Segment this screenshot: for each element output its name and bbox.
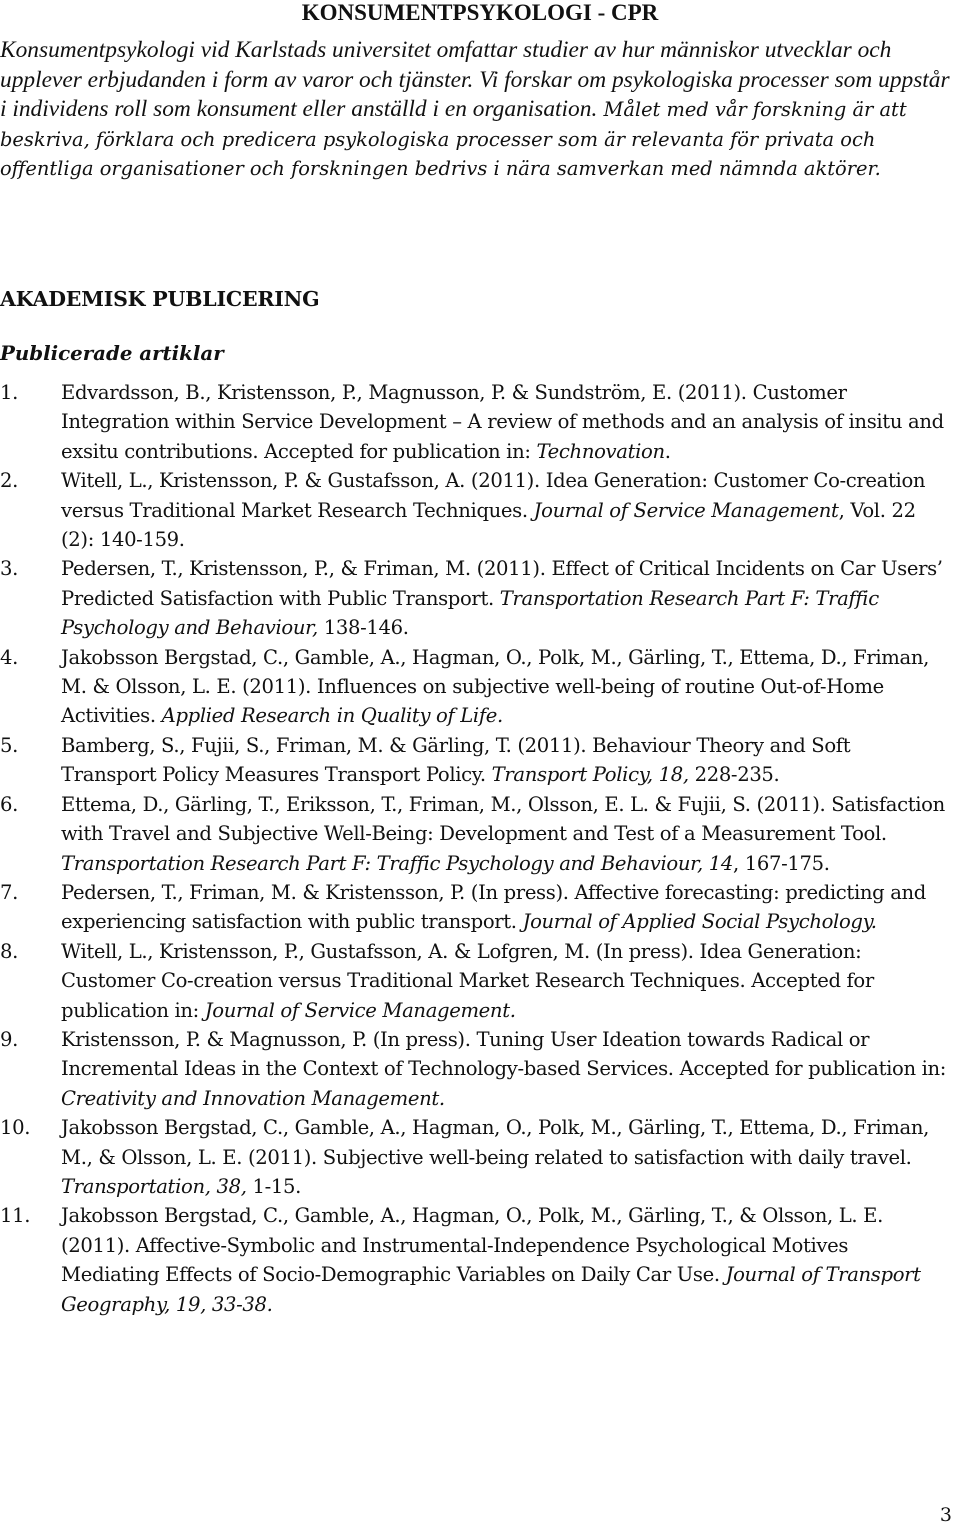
publication-item [0,1201,950,1319]
publication-item [0,466,950,554]
publication-source: Journal of Service Management. [204,998,516,1022]
publication-citation: Kristensson, P. & Magnusson, P. (In press). Tuning User Ideation towards Radical or Incremental Ideas in the Context of Technology-based Services. Accepted for publication in: [61,1027,947,1081]
publication-source: Journal of Transport Geography, 19, 33-38. [61,1263,921,1316]
publication-item [0,937,950,1025]
page-title: KONSUMENTPSYKOLOGI - CPR [301,0,659,25]
publication-citation: Pedersen, T., Kristensson, P., & Friman, M. (2011). Effect of Critical Incidents on Car Users’ Predicted Satisfaction with Public Transport. [61,557,943,610]
intro-paragraph [0,36,950,184]
page-number: 3 [939,1504,952,1526]
publication-source: Transportation Research Part F: Traffic Psychology and Behaviour, 14 [61,851,733,875]
publication-citation: Ettema, D., Gärling, T., Eriksson, T., Friman, M., Olsson, E. L. & Fujii, S. (2011). Satisfaction with Travel and Subjective Well-Being: Development and Test of a Measurement Tool. [61,792,945,846]
publication-item [0,1113,950,1201]
publication-item [0,554,950,642]
section-heading: AKADEMISK PUBLICERING [0,287,320,311]
publication-details: . [664,439,671,463]
publication-citation: Jakobsson Bergstad, C., Gamble, A., Hagman, O., Polk, M., Gärling, T., & Olsson, L. E. (2011). Affective-Symbolic and Instrumental-Independence Psychological Motives Mediating Effects of Socio-Demographic Variables on Daily Car Use. [61,1204,883,1287]
publication-item [0,643,950,731]
publication-details: , 167-175. [732,851,830,875]
publication-number: 1. [0,381,18,404]
publications-subheading: Publicerade artiklar [0,341,224,365]
publication-number: 4. [0,645,18,669]
publication-source: Creativity and Innovation Management. [61,1086,445,1110]
publication-source: Technovation [536,439,665,463]
publication-list [0,378,950,1319]
publication-source: Transportation, 38, [61,1174,247,1198]
publication-source: Transportation Research Part F: Traffic Psychology and Behaviour, [61,586,879,640]
publication-number: 2. [0,469,18,493]
publication-source: Journal of Applied Social Psychology. [522,910,877,934]
publication-citation: Witell, L., Kristensson, P., Gustafsson, A. & Lofgren, M. (In press). Idea Generation: Customer Co-creation versus Traditional Market Research Techniques. Accepted for publication in: [61,939,874,1022]
publication-item [0,1025,950,1113]
publication-number: 11. [0,1204,31,1228]
publication-number: 5. [0,733,18,757]
publication-item [0,790,950,878]
publication-item [0,878,950,937]
publication-details: 228-235. [688,763,780,787]
publication-number: 7. [0,880,18,904]
publication-item [0,378,950,466]
publication-item [0,731,950,790]
publication-source: Transport Policy, 18, [491,763,689,787]
publication-details: , Vol. 22 (2): 140-159. [61,498,916,552]
publication-source: Journal of Service Management [533,498,839,522]
publication-number: 3. [0,557,18,581]
publication-details: 138-146. [317,616,409,640]
publication-citation: Edvardsson, B., Kristensson, P., Magnusson, P. & Sundström, E. (2011). Customer Integration within Service Development – A review of methods and an analysis of insitu and exsitu contributions. Accepted for publication in: [61,381,944,463]
publication-citation: Witell, L., Kristensson, P. & Gustafsson, A. (2011). Idea Generation: Customer Co-creation versus Traditional Market Research Techniques. [61,469,926,522]
intro-text-part1: Konsumentpsykologi vid Karlstads universitet omfattar studier av hur människor utvecklar och upplever erbjudanden i form av varor och tjänster. Vi forskar om psykologiska processer som uppstår i individens roll som konsument eller anställd i en organisation. [0,37,950,123]
publication-citation: Jakobsson Bergstad, C., Gamble, A., Hagman, O., Polk, M., Gärling, T., Ettema, D., Friman, M. & Olsson, L. E. (2011). Influences on subjective well-being of routine Out-of-Home Activities. [61,645,930,728]
publication-details: 1-15. [246,1174,301,1198]
publication-number: 10. [0,1116,31,1140]
publication-number: 6. [0,792,18,816]
publication-citation: Jakobsson Bergstad, C., Gamble, A., Hagman, O., Polk, M., Gärling, T., Ettema, D., Friman, M., & Olsson, L. E. (2011). Subjective well-being related to satisfaction with daily travel. [61,1116,930,1169]
publication-citation: Bamberg, S., Fujii, S., Friman, M. & Gärling, T. (2011). Behaviour Theory and Soft Transport Policy Measures Transport Policy. [61,733,851,787]
publication-source: Applied Research in Quality of Life. [161,704,503,728]
intro-text-part2: Målet med vår forskning är att beskriva, förklara och predicera psykologiska processer som är relevanta för privata och offentliga organisationer och forskningen bedrivs i nära samverkan med nämnda aktörer. [0,98,907,181]
publication-number: 9. [0,1027,18,1051]
publication-citation: Pedersen, T., Friman, M. & Kristensson, P. (In press). Affective forecasting: predicting and experiencing satisfaction with public transport. [61,880,926,934]
publication-number: 8. [0,939,18,963]
